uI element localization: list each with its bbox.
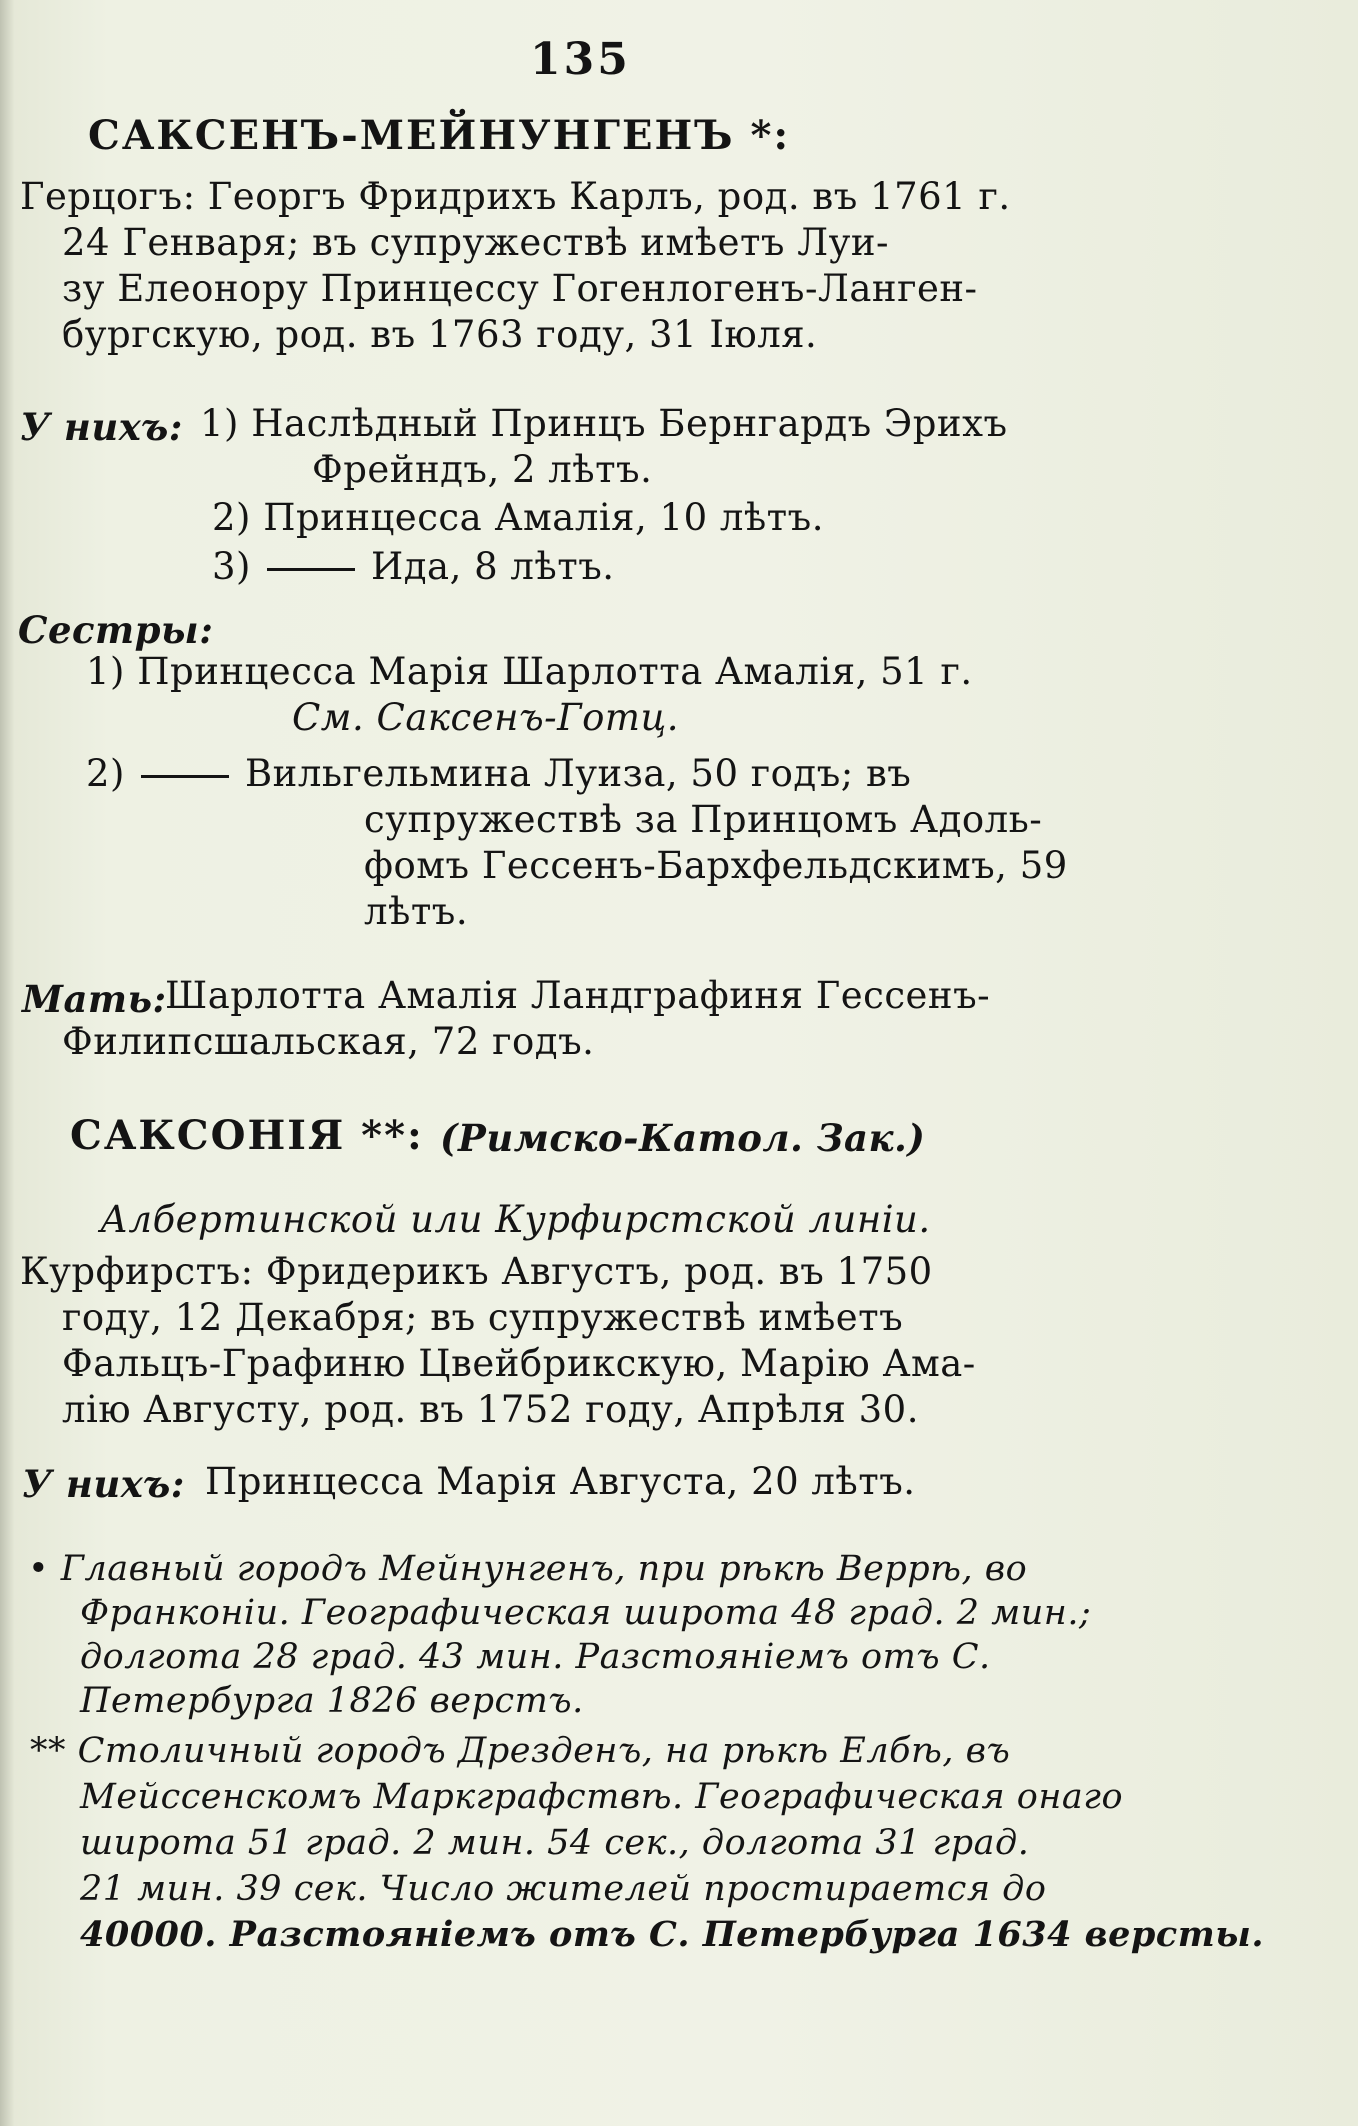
footnote-1-line-1: • Главный городъ Мейнунгенъ, при рѣкѣ Веррѣ, во	[28, 1549, 1028, 1589]
footnote-1-line-4: Петербурга 1826 верстъ.	[80, 1681, 584, 1721]
duke-line-2: 24 Генваря; въ супружествѣ имѣетъ Луи-	[62, 221, 890, 264]
elector-line-1: Курфирстъ: Фридерикъ Августъ, род. въ 1750	[20, 1250, 933, 1293]
line-note: Албертинской или Курфирстской линіи.	[100, 1198, 931, 1241]
elector-line-4: лію Августу, род. въ 1752 году, Апрѣля 30.	[62, 1388, 919, 1431]
footnote-2-line-5: 40000. Разстояніемъ отъ С. Петербурга 1634 версты.	[80, 1914, 1265, 1955]
child-3-text: Ида, 8 лѣтъ.	[370, 545, 615, 588]
sisters-label: Сестры:	[18, 608, 214, 652]
ditto-dash	[141, 775, 229, 778]
sister-2-line-2: супружествѣ за Принцомъ Адоль-	[364, 798, 1043, 841]
elector-children-label: У нихъ:	[22, 1462, 185, 1506]
sister-2-number: 2)	[86, 752, 125, 795]
sister-1-reference: См. Саксенъ-Готц.	[292, 696, 680, 739]
duke-line-4: бургскую, род. въ 1763 году, 31 Іюля.	[62, 313, 818, 356]
child-2: 2) Принцесса Амалія, 10 лѣтъ.	[212, 496, 824, 539]
elector-line-3: Фальцъ-Графиню Цвейбрикскую, Марію Ама-	[62, 1342, 976, 1385]
sister-2-line-3: фомъ Гессенъ-Бархфельдскимъ, 59	[364, 844, 1068, 887]
section-heading-saxe-meiningen: САКСЕНЪ-МЕЙНУНГЕНЪ *:	[88, 112, 791, 159]
footnote-1-line-2: Франконіи. Географическая широта 48 град. 2 мин.;	[80, 1593, 1092, 1633]
duke-line-1: Герцогъ: Георгъ Фридрихъ Карлъ, род. въ 1761 г.	[20, 175, 1011, 218]
footnote-2-line-4: 21 мин. 39 сек. Число жителей простирается до	[80, 1869, 1047, 1909]
section-heading-saxony: САКСОНІЯ **:	[70, 1112, 424, 1159]
children-label: У нихъ:	[20, 405, 183, 449]
duke-line-3: зу Елеонору Принцессу Гогенлогенъ-Ланген-	[62, 267, 978, 310]
child-3	[212, 545, 615, 589]
footnote-2-line-1: ** Столичный городъ Дрезденъ, на рѣкѣ Елбѣ, въ	[30, 1731, 1011, 1771]
footnote-1-line-3: долгота 28 град. 43 мин. Разстояніемъ отъ С.	[80, 1637, 991, 1677]
footnote-2-line-3: широта 51 град. 2 мин. 54 сек., долгота 31 град.	[80, 1823, 1030, 1863]
elector-children-text: Принцесса Марія Августа, 20 лѣтъ.	[205, 1460, 916, 1503]
religion-note: (Римско-Катол. Зак.)	[440, 1116, 926, 1160]
mother-label: Мать:	[22, 977, 167, 1021]
sister-2-line-1	[86, 752, 911, 796]
page-spine-shadow	[0, 0, 14, 2126]
child-1-line-1: 1) Наслѣдный Принцъ Бернгардъ Эрихъ	[200, 402, 1008, 445]
mother-line-1: Шарлотта Амалія Ландграфиня Гессенъ-	[165, 974, 991, 1017]
ditto-dash	[267, 568, 355, 571]
child-1-line-2: Фрейндъ, 2 лѣтъ.	[312, 448, 653, 491]
sister-2-text: Вильгельмина Луиза, 50 годъ; въ	[244, 752, 912, 795]
sister-2-line-4: лѣтъ.	[364, 890, 469, 933]
footnote-2-line-2: Мейссенскомъ Маркграфствѣ. Географическая онаго	[80, 1777, 1124, 1817]
page-number: 135	[530, 34, 631, 85]
elector-line-2: году, 12 Декабря; въ супружествѣ имѣетъ	[62, 1296, 904, 1339]
child-3-number: 3)	[212, 545, 251, 588]
sister-1-line-1: 1) Принцесса Марія Шарлотта Амалія, 51 г.	[86, 650, 973, 693]
mother-line-2: Филипсшальская, 72 годъ.	[62, 1020, 595, 1063]
